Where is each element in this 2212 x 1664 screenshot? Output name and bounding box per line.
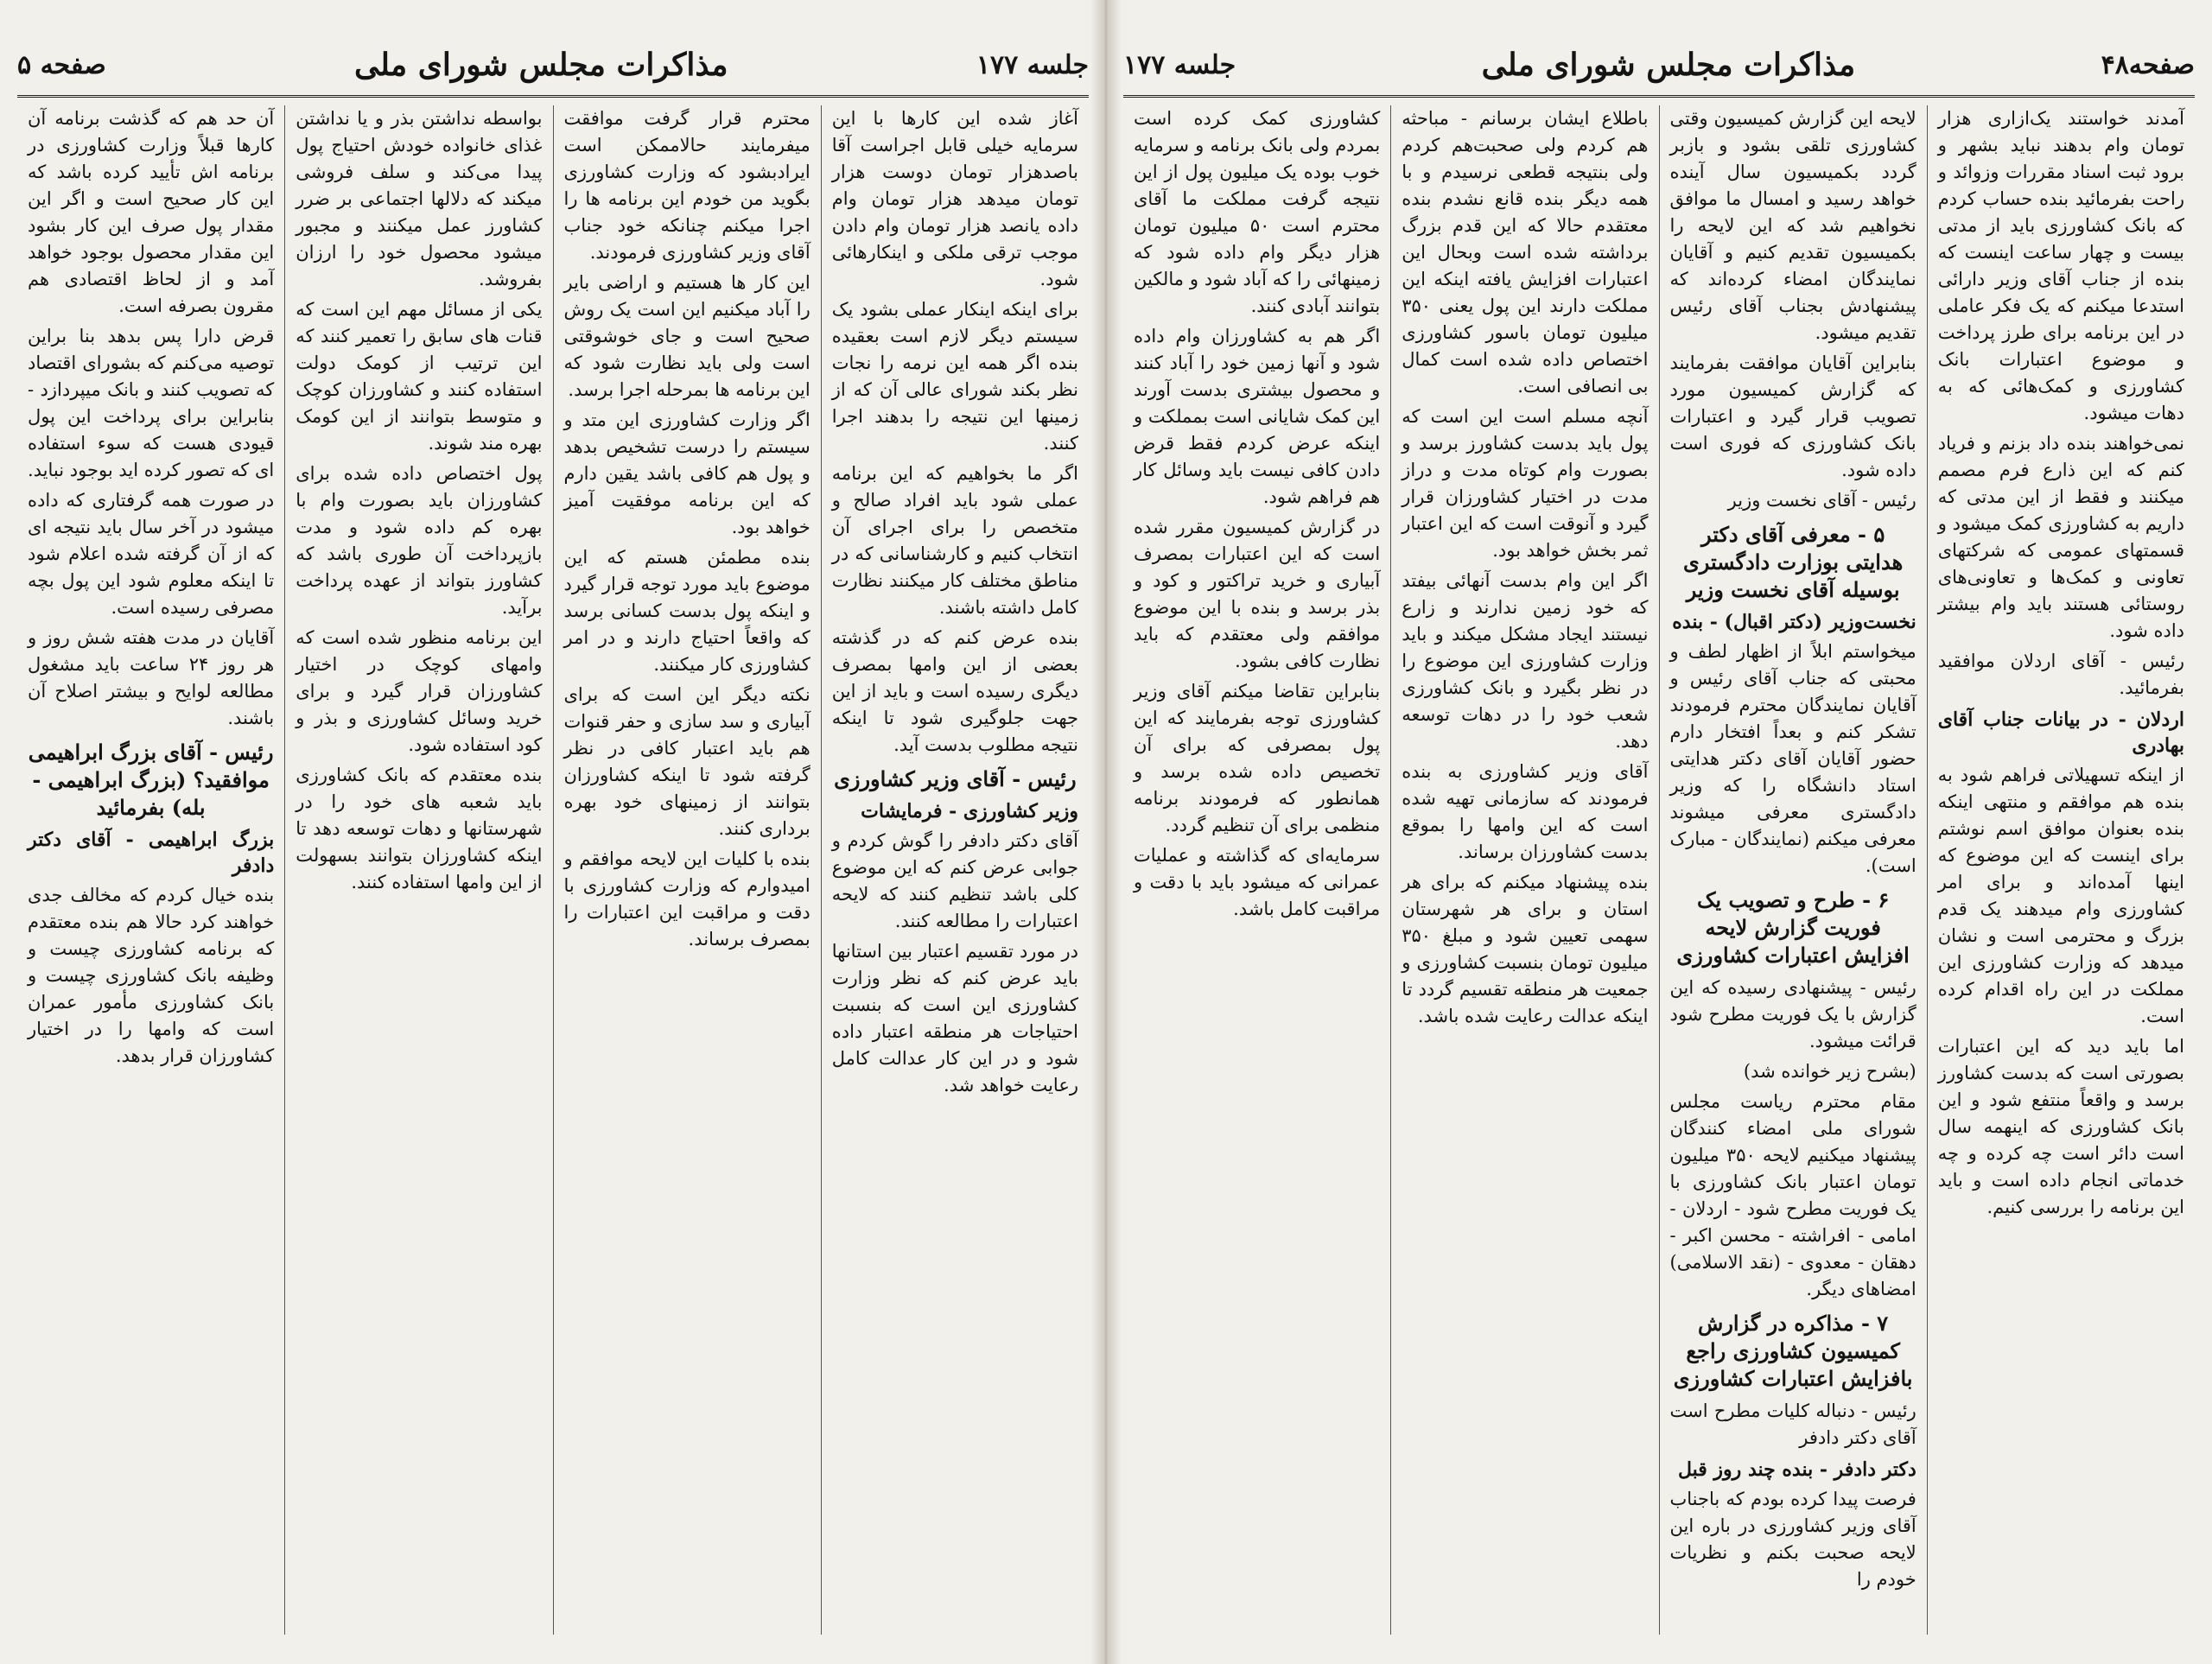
paragraph: بنده با کلیات این لایحه موافقم و امیدوارم که وزارت کشاورزی با دقت و مراقبت این اعتبارات را بمصرف برساند. <box>563 848 810 949</box>
section-heading: ۶ - طرح و تصویب یک فوریت گزارش لایحه افزایش اعتبارات کشاورزی <box>1676 887 1910 968</box>
right-page-session: جلسه ۱۷۷ <box>1123 49 1236 80</box>
right-page-number: صفحه۴۸ <box>2101 49 2195 80</box>
paragraph: بنده مطمئن هستم که این موضوع باید مورد توجه قرار گیرد و اینکه پول بدست کسانی برسد که واقعاً احتیاج دارند و در امر کشاورزی کار میکنند. <box>563 547 810 675</box>
paragraph: نکته دیگر این است که برای آبیاری و سد سازی و حفر قنوات هم باید اعتبار کافی در نظر گرفته شود تا اینکه کشاورزان بتوانند از زمینهای خود بهره برداری کنند. <box>563 684 810 839</box>
paragraph: آغاز شده این کارها با این سرمایه خیلی قابل اجراست آقا باصدهزار تومان دوست هزار تومان میدهد هزار تومان وام داده یانصد هزار تومان وام دادن موجب ترقی ملکی و اینکارهائی شود. <box>831 108 1078 289</box>
paragraph: اگر این وام بدست آنهائی بیفتد که خود زمین ندارند و زارع نیستند ایجاد مشکل میکند و باید وزارت کشاورزی این موضوع را در نظر بگیرد و بانک کشاورزی شعب خود را در دهات توسعه دهد. <box>1402 570 1649 752</box>
paragraph: در مورد تقسیم اعتبار بین استانها باید عرض کنم که نظر وزارت کشاورزی این است که بنسبت احتیاجات هر منطقه اعتبار داده شود و در این کار عدالت کامل رعایت خواهد شد. <box>831 941 1078 1096</box>
paragraph: کشاورزی کمک کرده است بمردم ولی بانک برنامه و سرمایه خوب بوده یک میلیون پول از این نتیجه گرفت مملکت ما آقای محترم است ۵۰ میلیون تومان هزار دیگر وام داده شود که زمینهائی را که آباد شود و مالکین بتوانند آبادی کنند. <box>1134 108 1381 316</box>
right-page-title: مذاکرات مجلس شورای ملی <box>1481 47 1856 83</box>
paragraph: بنده معتقدم که بانک کشاورزی باید شعبه های خود را در شهرستانها و دهات توسعه دهد تا اینکه کشاورزان بتوانند بسهولت از این وامها استفاده کنند. <box>296 765 543 892</box>
right-page-columns <box>1123 105 2195 1635</box>
left-col-3 <box>284 105 552 1635</box>
right-page <box>1123 35 2195 1642</box>
paragraph: باطلاع ایشان برسانم - مباحثه هم کردم ولی صحبت‌هم کردم ولی بنتیجه قطعی نرسیدم و با همه دیگر بنده قانع نشدم بنده معتقدم حالا که این قدم بزرگ برداشته شده است وبحال این اعتبارات افزایش یافته اینکه این مملکت دارند این پول یعنی ۳۵۰ میلیون تومان باسور کشاورزی اختصاص داده شده است کمال بی انصافی است. <box>1402 108 1649 397</box>
right-page-header <box>1123 35 2195 98</box>
section-heading: نخست‌وزیر (دکتر اقبال) - بنده <box>1672 611 1916 633</box>
paragraph: رئیس - دنباله کلیات مطرح است آقای دکتر دادفر <box>1669 1400 1916 1448</box>
section-heading: ۷ - مذاکره در گزارش کمیسیون کشاورزی راجع بافزایش اعتبارات کشاورزی <box>1673 1311 1913 1391</box>
paragraph: آن حد هم که گذشت برنامه آن کارها قبلاً وزارت کشاورزی در برنامه اش تأیید کرده باشد که این کار صحیح است و اگر این مقدار پول صرف این کار بشود این مقدار محصول بوجود خواهد آمد و از لحاظ اقتصادی هم مقرون بصرفه است. <box>28 108 275 316</box>
paragraph: آقای وزیر کشاورزی به بنده فرمودند که سازمانی تهیه شده است که این وامها را بموقع بدست کشاورزان برساند. <box>1402 761 1649 862</box>
paragraph: اگر وزارت کشاورزی این متد و سیستم را درست تشخیص بدهد و پول هم کافی باشد یقین دارم که این برنامه موفقیت آمیز خواهد بود. <box>563 410 810 537</box>
paragraph: در گزارش کمیسیون مقرر شده است که این اعتبارات بمصرف آبیاری و خرید تراکتور و کود و بذر برسد و بنده با این موضوع موافقم ولی معتقدم که باید نظارت کافی بشود. <box>1134 517 1381 671</box>
paragraph: رئیس - آقای نخست وزیر <box>1727 490 1916 511</box>
paragraph: بنده پیشنهاد میکنم که برای هر استان و برای هر شهرستان سهمی تعیین شود و مبلغ ۳۵۰ میلیون تومان بنسبت کشاورزی و جمعیت هر منطقه تقسیم گردد تا اینکه عدالت رعایت شده باشد. <box>1402 872 1649 1026</box>
left-page-header <box>17 35 1089 98</box>
paragraph: قرض دارا پس بدهد بنا براین توصیه می‌کنم که بشورای اقتصاد که تصویب کنند و بانک میپردازد - بنابراین برای پرداخت این پول قیودی هست که سوء استفاده ای که تصور کرده اید بوجود نباید. <box>27 326 275 480</box>
left-page <box>17 35 1089 1642</box>
paragraph: رئیس - آقای اردلان موافقید بفرمائید. <box>1937 651 2184 698</box>
left-page-number: صفحه ۵ <box>17 49 106 80</box>
paragraph: بواسطه نداشتن بذر و یا نداشتن غذای خانواده خودش احتیاج پول پیدا می‌کند و سلف فروشی میکند که دلالها اجتماعی بر ضرر کشاورز عمل میکنند و مجبور میشود محصول خود را ارزان بفروشد. <box>296 108 543 289</box>
left-page-columns <box>17 105 1089 1635</box>
left-page-title: مذاکرات مجلس شورای ملی <box>354 47 728 83</box>
paragraph: در صورت همه گرفتاری که داده میشود در آخر سال باید نتیجه ای که از آن گرفته شده اعلام شود تا اینکه معلوم شود این پول بچه مصرفی رسیده است. <box>28 490 275 618</box>
paragraph: این برنامه منظور شده است که وامهای کوچک در اختیار کشاورزان قرار گیرد و برای خرید وسائل کشاورزی و بذر و کود استفاده شود. <box>296 627 543 755</box>
paragraph: سرمایه‌ای که گذاشته و عملیات عمرانی که میشود باید با دقت و مراقبت کامل باشد. <box>1134 845 1381 919</box>
section-heading: رئیس - آقای وزیر کشاورزی <box>834 766 1077 791</box>
paragraph: پول اختصاص داده شده برای کشاورزان باید بصورت وام با بهره کم داده شود و مدت بازپرداخت آن طوری باشد که کشاورز بتواند از عهده پرداخت برآید. <box>296 463 543 618</box>
section-heading: رئیس - آقای بزرگ ابراهیمی موافقید؟ (بزرگ ابراهیمی - بله) بفرمائید <box>28 740 274 820</box>
paragraph: بنده عرض کنم که در گذشته بعضی از این وامها بمصرف دیگری رسیده است و باید از این جهت جلوگیری شود تا اینکه نتیجه مطلوب بدست آید. <box>831 627 1078 755</box>
paragraph: (بشرح زیر خوانده شد) <box>1743 1061 1916 1082</box>
section-heading: ۵ - معرفی آقای دکتر هدایتی بوزارت دادگستری بوسیله آقای نخست وزیر <box>1683 522 1904 602</box>
paragraph: آمدند خواستند یک‌ازاری هزار تومان وام بدهند نباید بشهر و برود ثبت اسناد مقررات وزوائد و راحت بفرمائید بنده حساب کردم که بانک کشاورزی باید از مدتی بیست و چهار ساعت اینست که بنده از جناب آقای وزیر دارائی استدعا میکنم که یک فکر عاملی در این برنامه برای طرز پرداخت و موضوع اعتبارات بانک کشاورزی و کمک‌هائی که به دهات میشود. <box>1937 108 2184 423</box>
page-gutter <box>1090 0 1122 1664</box>
right-col-4 <box>1123 105 1390 1635</box>
paragraph: رئیس - پیشنهادی رسیده که این گزارش با یک فوریت مطرح شود قرائت میشود. <box>1669 977 1916 1051</box>
left-page-session: جلسه ۱۷۷ <box>976 49 1089 80</box>
right-col-1 <box>1927 105 2195 1635</box>
paragraph: بنابراین تقاضا میکنم آقای وزیر کشاورزی توجه بفرمایند که این پول بمصرفی که برای آن تخصیص داده شده برسد و همانطور که فرمودند برنامه منظمی برای آن تنظیم گردد. <box>1134 681 1381 835</box>
paragraph: این کار ها هستیم و اراضی بایر را آباد میکنیم این است یک روش صحیح است و جای خوشوقتی است ولی باید نظارت شود که این برنامه ها بمرحله اجرا برسد. <box>563 272 810 400</box>
paragraph: بنابراین آقایان موافقت بفرمایند که گزارش کمیسیون مورد تصویب قرار گیرد و اعتبارات بانک کشاورزی که فوری است داده شود. <box>1669 352 1916 480</box>
left-col-2 <box>553 105 821 1635</box>
paragraph: آقای دکتر دادفر را گوش کردم و جوابی عرض کنم که این موضوع کلی باشد تنظیم کنند که لایحه اعتبارات را مطالعه کنند. <box>831 830 1078 931</box>
paragraph: نمی‌خواهند بنده داد بزنم و فریاد کنم که این ذارع فرم مصمم میکنند و فقط از این مدتی که داریم به کشاورزی کمک میشود و قسمتهای عمومی که شرکتهای تعاونی و کمک‌ها و تعاونی‌های روستائی هستند باید وام بیشتر داده شود. <box>1937 433 2184 641</box>
section-heading: اردلان - در بیانات جناب آقای بهادری <box>1937 708 2184 757</box>
paragraph: آنچه مسلم است این است که پول باید بدست کشاورز برسد و بصورت وام کوتاه مدت و دراز مدت در اختیار کشاورزان قرار گیرد و آنوقت است که این اعتبار ثمر بخش خواهد بود. <box>1402 406 1649 561</box>
section-heading: وزیر کشاورزی - فرمایشات <box>861 800 1078 822</box>
section-heading: دکتر دادفر - بنده چند روز قبل <box>1677 1458 1916 1481</box>
right-col-2 <box>1659 105 1927 1635</box>
section-heading: بزرگ ابراهیمی - آقای دکتر دادفر <box>28 829 275 877</box>
paragraph: برای اینکه اینکار عملی بشود یک سیستم دیگر لازم است بعقیده بنده اگر همه این نرمه را نجات نظر بکند شورای عالی آن که از زمینها این نتیجه را بدهند اجرا کنند. <box>831 299 1078 454</box>
left-col-1 <box>821 105 1089 1635</box>
paragraph: محترم قرار گرفت موافقت میفرمایند حالاممکن است ایرادبشود که وزارت کشاورزی بگوید من خودم این برنامه ها را اجرا میکنم چنانکه خود جناب آقای وزیر کشاورزی فرمودند. <box>563 108 810 263</box>
paragraph: مقام محترم ریاست مجلس شورای ملی امضاء کنندگان پیشنهاد میکنیم لایحه ۳۵۰ میلیون تومان اعتبار بانک کشاورزی با یک فوریت مطرح شود - اردلان - امامی - افراشته - محسن اکبر - دهقان - معدوی - (نقد الاسلامی) امضاهای دیگر. <box>1669 1091 1916 1299</box>
paragraph: اگر ما بخواهیم که این برنامه عملی شود باید افراد صالح و متخصص را برای اجرای آن انتخاب کنیم و کارشناسانی که در مناطق مختلف کار میکنند نظارت کامل داشته باشند. <box>831 463 1078 618</box>
left-col-4 <box>17 105 284 1635</box>
paragraph: اگر هم به کشاورزان وام داده شود و آنها زمین خود را آباد کنند و محصول بیشتری بدست آورند این کمک شایانی است بمملکت و اینکه عرض کردم فقط قرض دادن کافی نیست باید وسائل کار هم فراهم شود. <box>1134 326 1381 507</box>
paragraph: از اینکه تسهیلاتی فراهم شود به بنده هم موافقم و منتهی اینکه بنده بعنوان موافق اسم نوشتم برای اینست که این موضوع که اینها آمده‌اند و برای امر کشاورزی وام میدهند یک قدم بزرگ و محترمی است و نشان میدهد که وزارت کشاورزی این مملکت در این راه اقدام کرده است. <box>1937 765 2184 1026</box>
paragraph: فرصت پیدا کرده بودم که باجناب آقای وزیر کشاورزی در باره این لایحه صحبت بکنم و نظریات خودم را <box>1669 1489 1916 1590</box>
paragraph: اما باید دید که این اعتبارات بصورتی است که بدست کشاورز برسد و واقعاً منتفع شود و این بانک کشاورزی که اینهمه سال است دائر است چه کرده و چه خدماتی انجام داده است و باید این برنامه را بررسی کنیم. <box>1937 1036 2184 1217</box>
paragraph: بنده خیال کردم که مخالف جدی خواهند کرد حالا هم بنده معتقدم که برنامه کشاورزی چیست و وظیفه بانک کشاورزی چیست و بانک کشاورزی مأمور عمران است که وامها را در اختیار کشاورزان قرار بدهد. <box>28 885 275 1066</box>
paragraph: لایحه این گزارش کمیسیون وقتی کشاورزی تلقی بشود و بازبر گردد بکمیسیون سال آینده خواهد رسید و امسال ما موافق نخواهیم شد که این لایحه را بکمیسیون تقدیم کنیم و آقایان نمایندگان امضاء کرده‌اند که پیشنهادش بجناب آقای رئیس تقدیم میشود. <box>1669 108 1916 343</box>
right-col-3 <box>1390 105 1658 1635</box>
paragraph: آقایان در مدت هفته شش روز و هر روز ۲۴ ساعت باید مشغول مطالعه لوایح و بیشتر اصلاح آن باشند. <box>28 627 275 728</box>
paragraph: میخواستم ابلاً از اظهار لطف و محبتی که جناب آقای رئیس و آقایان نمایندگان محترم فرمودند تشکر کنم و بعداً افتخار دارم حضور آقایان آقای دکتر هدایتی استاد دانشگاه را که وزیر دادگستری معرفی میشوند معرفی میکنم (نمایندگان - مبارک است). <box>1669 641 1916 876</box>
paragraph: یکی از مسائل مهم این است که قنات های سابق را تعمیر کنند که این ترتیب از کومک دولت استفاده کنند و کشاورزان کوچک و متوسط بتوانند از این کومک بهره مند شوند. <box>296 299 543 454</box>
